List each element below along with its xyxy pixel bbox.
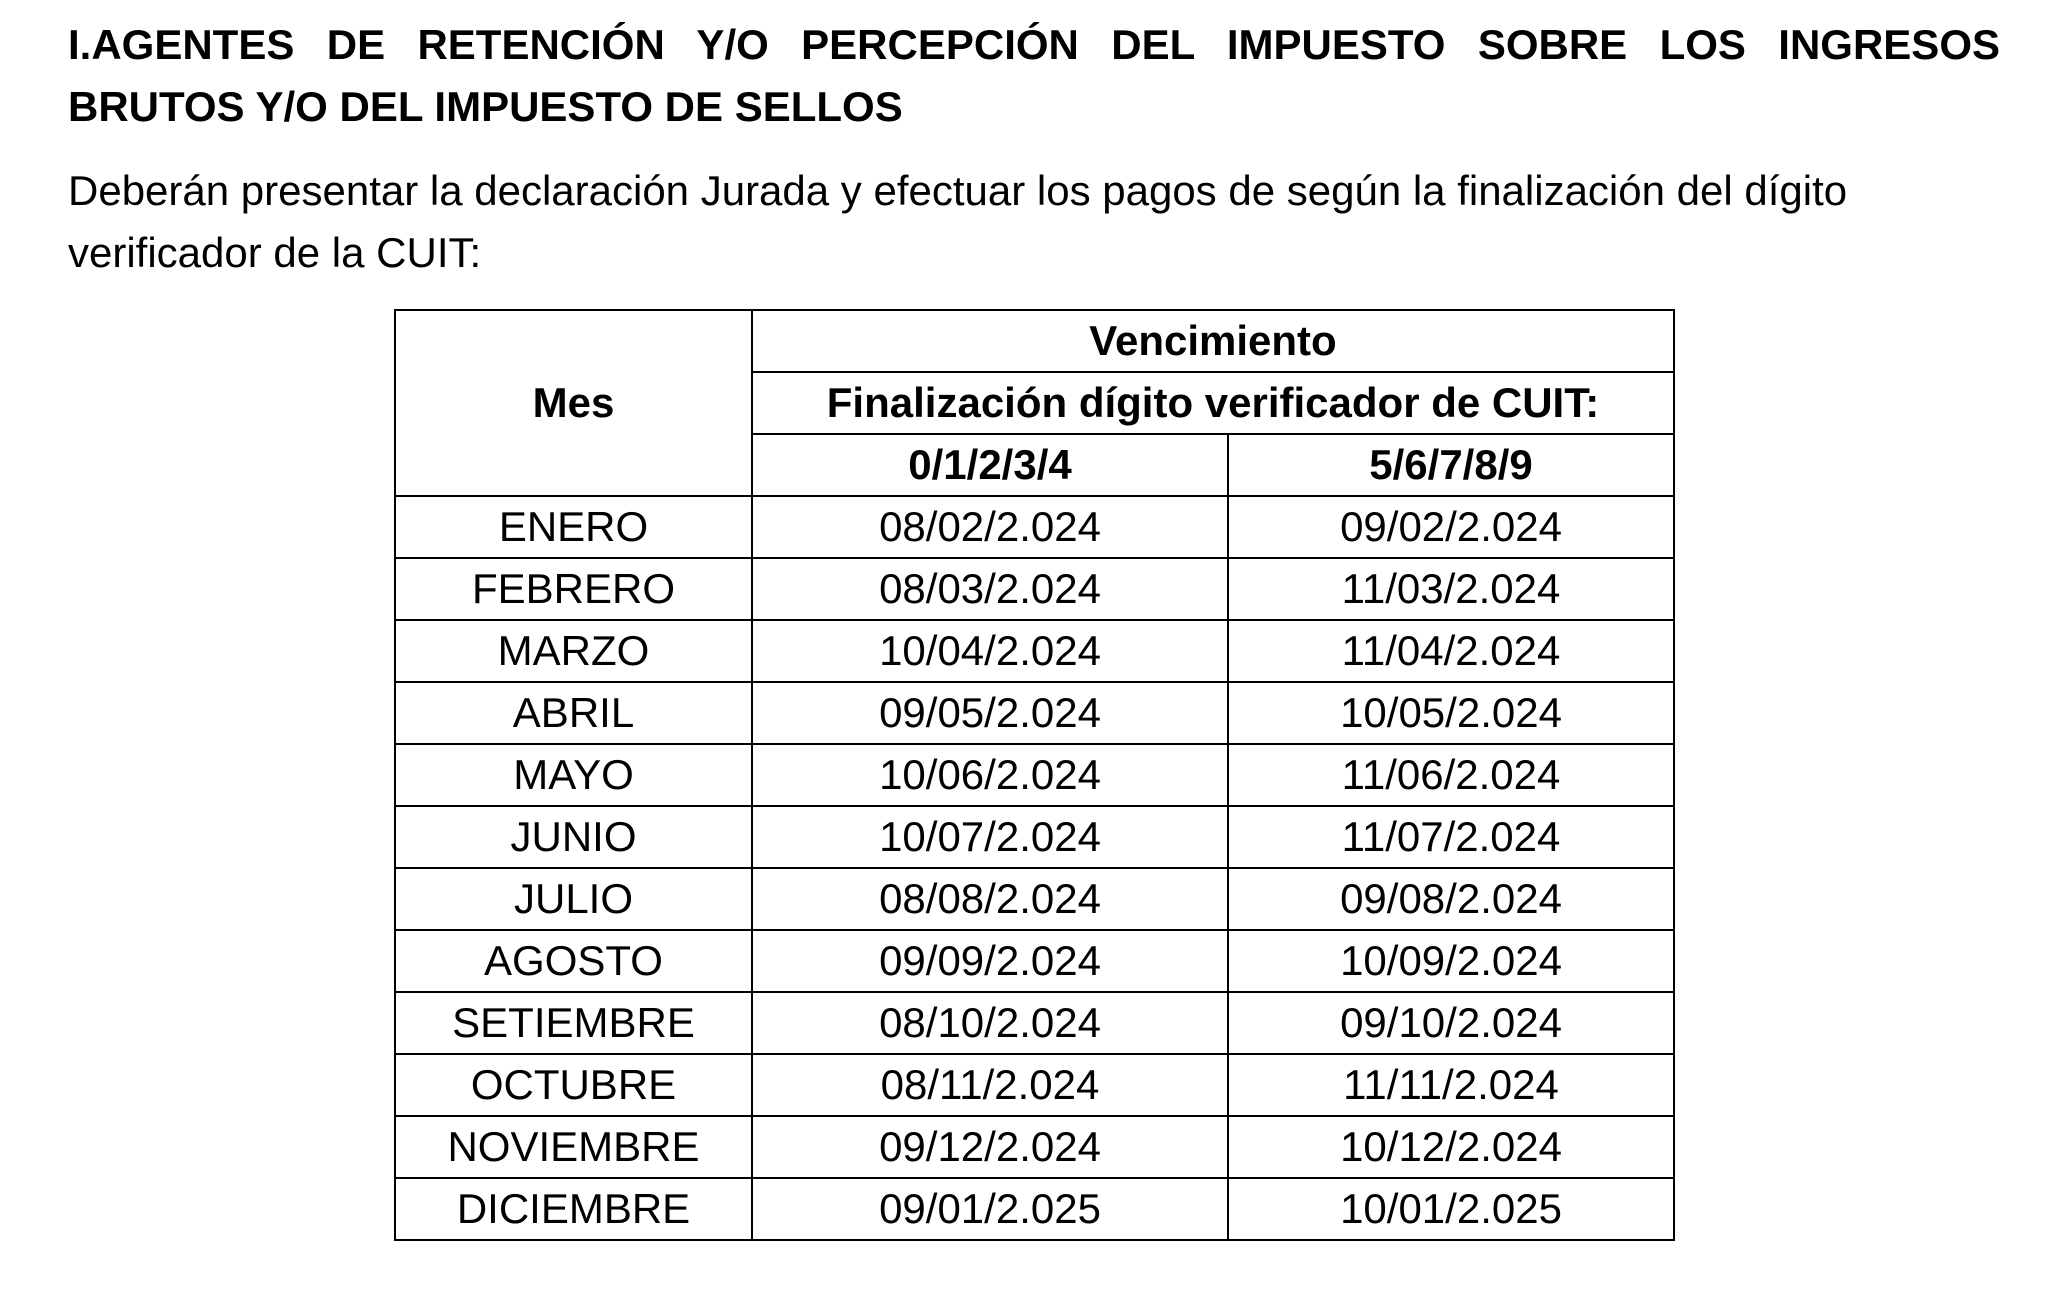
table-header — [395, 310, 1674, 496]
header-digits-5-9: 5/6/7/8/9 — [1228, 434, 1674, 496]
table-row — [395, 868, 1674, 930]
cell-date-0-4: 08/11/2.024 — [752, 1054, 1228, 1116]
cell-date-0-4: 10/06/2.024 — [752, 744, 1228, 806]
cell-date-0-4: 08/10/2.024 — [752, 992, 1228, 1054]
cell-mes: NOVIEMBRE — [395, 1116, 752, 1178]
table-row — [395, 1054, 1674, 1116]
header-digits-0-4: 0/1/2/3/4 — [752, 434, 1228, 496]
cell-date-5-9: 11/06/2.024 — [1228, 744, 1674, 806]
cell-date-0-4: 09/12/2.024 — [752, 1116, 1228, 1178]
cell-date-5-9: 10/09/2.024 — [1228, 930, 1674, 992]
table-row — [395, 744, 1674, 806]
cell-date-0-4: 09/09/2.024 — [752, 930, 1228, 992]
cell-date-5-9: 11/04/2.024 — [1228, 620, 1674, 682]
cell-date-5-9: 09/10/2.024 — [1228, 992, 1674, 1054]
cell-date-0-4: 09/05/2.024 — [752, 682, 1228, 744]
cell-mes: JUNIO — [395, 806, 752, 868]
due-dates-table — [394, 309, 1675, 1241]
cell-date-0-4: 10/04/2.024 — [752, 620, 1228, 682]
cell-mes: SETIEMBRE — [395, 992, 752, 1054]
table-body — [395, 496, 1674, 1240]
header-mes: Mes — [395, 310, 752, 496]
table-row — [395, 1178, 1674, 1240]
cell-date-5-9: 11/11/2.024 — [1228, 1054, 1674, 1116]
cell-mes: JULIO — [395, 868, 752, 930]
cell-mes: DICIEMBRE — [395, 1178, 752, 1240]
cell-mes: FEBRERO — [395, 558, 752, 620]
table-row — [395, 682, 1674, 744]
cell-date-0-4: 08/03/2.024 — [752, 558, 1228, 620]
cell-date-5-9: 09/08/2.024 — [1228, 868, 1674, 930]
table-row — [395, 558, 1674, 620]
cell-date-5-9: 10/01/2.025 — [1228, 1178, 1674, 1240]
cell-mes: MAYO — [395, 744, 752, 806]
table-row — [395, 992, 1674, 1054]
cell-mes: OCTUBRE — [395, 1054, 752, 1116]
header-finalizacion: Finalización dígito verificador de CUIT: — [752, 372, 1674, 434]
table-row — [395, 1116, 1674, 1178]
cell-mes: ABRIL — [395, 682, 752, 744]
table-row — [395, 496, 1674, 558]
cell-date-5-9: 10/12/2.024 — [1228, 1116, 1674, 1178]
cell-date-0-4: 08/02/2.024 — [752, 496, 1228, 558]
cell-date-0-4: 10/07/2.024 — [752, 806, 1228, 868]
cell-date-5-9: 10/05/2.024 — [1228, 682, 1674, 744]
cell-date-5-9: 11/07/2.024 — [1228, 806, 1674, 868]
cell-date-0-4: 09/01/2.025 — [752, 1178, 1228, 1240]
cell-mes: ENERO — [395, 496, 752, 558]
table-row — [395, 930, 1674, 992]
cell-date-5-9: 09/02/2.024 — [1228, 496, 1674, 558]
cell-date-5-9: 11/03/2.024 — [1228, 558, 1674, 620]
cell-date-0-4: 08/08/2.024 — [752, 868, 1228, 930]
cell-mes: MARZO — [395, 620, 752, 682]
cell-mes: AGOSTO — [395, 930, 752, 992]
intro-paragraph: Deberán presentar la declaración Jurada y efectuar los pagos de según la finalización del dígito verificador de la CUIT: — [68, 167, 1848, 276]
table-row — [395, 806, 1674, 868]
table-row — [395, 620, 1674, 682]
section-heading: I.AGENTES DE RETENCIÓN Y/O PERCEPCIÓN DEL IMPUESTO SOBRE LOS INGRESOS BRUTOS Y/O DEL IMPUESTO DE SELLOS — [68, 21, 2000, 130]
header-vencimiento: Vencimiento — [752, 310, 1674, 372]
